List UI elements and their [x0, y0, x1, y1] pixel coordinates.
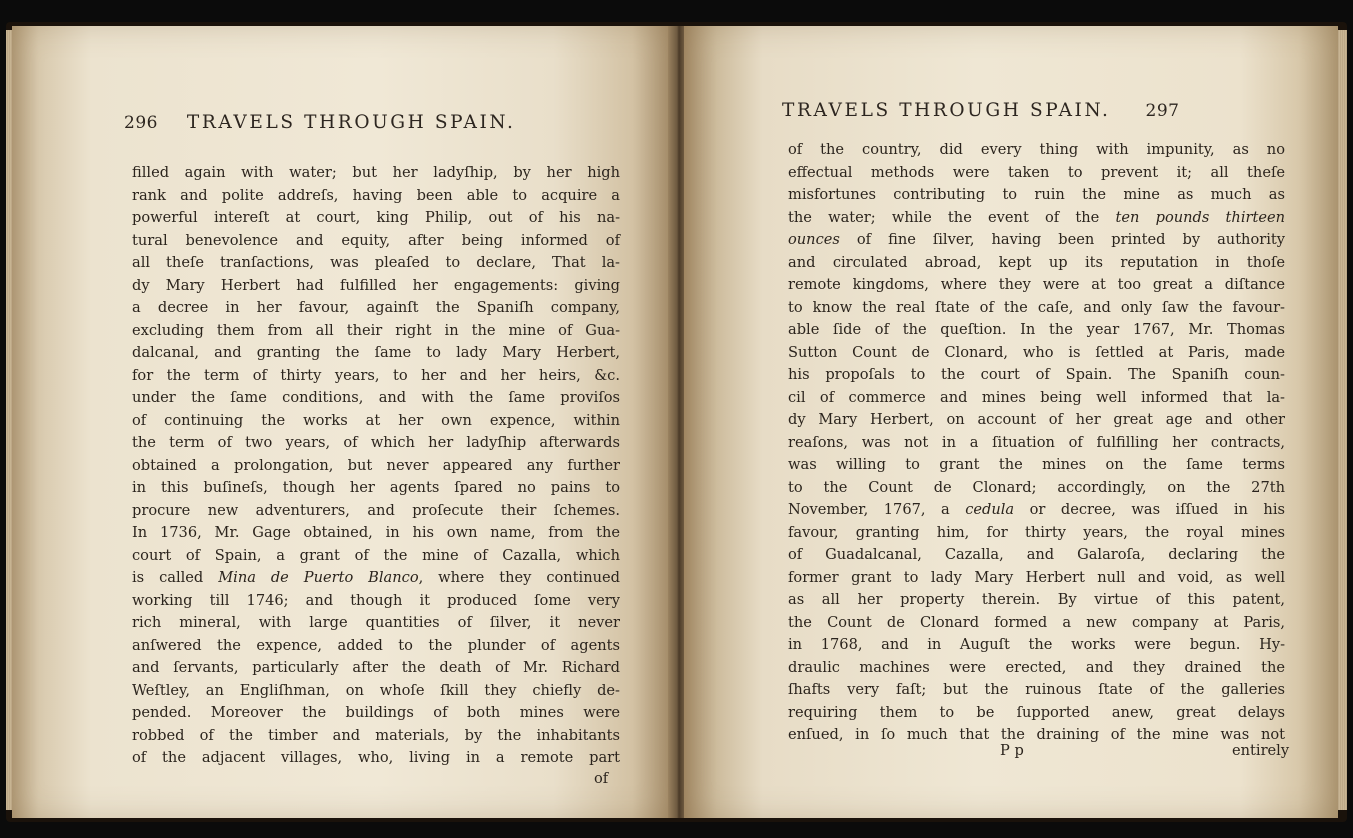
- text-line: in this buſineſs, though her agents ſpared no pains to: [132, 479, 620, 496]
- text-line: rank and polite addreſs, having been able to acquire a: [132, 186, 620, 204]
- text-line: the water; while the event of the ten pounds thirteen: [788, 208, 1285, 226]
- right-page-number: 297: [1145, 101, 1180, 121]
- text-line: of the adjacent villages, who, living in a remote part: [132, 749, 620, 766]
- left-catchword: of: [594, 770, 609, 787]
- text-line: of the country, did every thing with impunity, as no: [788, 141, 1285, 158]
- left-body-text: [132, 162, 620, 770]
- text-line: and ſervants, particularly after the death of Mr. Richard: [132, 659, 620, 676]
- text-line: pended. Moreover the buildings of both mines were: [132, 704, 620, 721]
- text-line: anſwered the expence, added to the plunder of agents: [132, 636, 620, 654]
- text-line: ounces of fine ſilver, having been printed by authority: [788, 231, 1285, 248]
- text-line: court of Spain, a grant of the mine of Cazalla, which: [132, 546, 620, 564]
- text-line: ſhafts very faſt; but the ruinous ſtate of the galleries: [788, 681, 1285, 698]
- text-line: dy Mary Herbert had fulfilled her engagements: giving: [132, 276, 620, 294]
- text-line: favour, granting him, for thirty years, the royal mines: [788, 523, 1285, 541]
- text-line: was willing to grant the mines on the ſame terms: [788, 456, 1285, 473]
- right-page: [684, 26, 1338, 818]
- text-line: as all her property therein. By virtue of this patent,: [788, 591, 1285, 608]
- text-line: dalcanal, and granting the ſame to lady Mary Herbert,: [132, 344, 620, 361]
- text-line: enſued, in ſo much that the draining of the mine was not: [788, 726, 1285, 743]
- left-running-head: [124, 112, 515, 133]
- left-page-number: 296: [124, 113, 158, 133]
- text-line: powerful intereſt at court, king Philip, out of his na-: [132, 209, 620, 226]
- text-line: able ſide of the queſtion. In the year 1767, Mr. Thomas: [788, 321, 1285, 338]
- text-line: filled again with water; but her ladyſhip, by her high: [132, 164, 620, 181]
- text-line: In 1736, Mr. Gage obtained, in his own name, from the: [132, 524, 620, 541]
- text-line: requiring them to be ſupported anew, great delays: [788, 703, 1285, 721]
- text-line: the Count de Clonard formed a new company at Paris,: [788, 613, 1285, 631]
- right-body-text: [788, 139, 1285, 747]
- text-line: tural benevolence and equity, after being informed of: [132, 231, 620, 249]
- text-line: reaſons, was not in a ſituation of fulfilling her contracts,: [788, 433, 1285, 451]
- text-line: rich mineral, with large quantities of ſilver, it never: [132, 614, 620, 631]
- text-line: to know the real ſtate of the caſe, and only ſaw the favour-: [788, 298, 1285, 316]
- text-line: effectual methods were taken to prevent it; all theſe: [788, 163, 1285, 181]
- signature-mark: P p: [1000, 742, 1024, 759]
- text-line: robbed of the timber and materials, by the inhabitants: [132, 726, 620, 744]
- text-line: dy Mary Herbert, on account of her great age and other: [788, 411, 1285, 428]
- text-line: procure new adventurers, and proſecute their ſchemes.: [132, 501, 620, 519]
- text-line: Sutton Count de Clonard, who is ſettled at Paris, made: [788, 343, 1285, 361]
- text-line: draulic machines were erected, and they drained the: [788, 658, 1285, 676]
- text-line: for the term of thirty years, to her and her heirs, &c.: [132, 366, 620, 384]
- right-catchword: entirely: [1232, 742, 1290, 759]
- left-head-title: TRAVELS THROUGH SPAIN.: [186, 112, 516, 133]
- text-line: to the Count de Clonard; accordingly, on the 27th: [788, 478, 1285, 496]
- text-line: working till 1746; and though it produced ſome very: [132, 591, 620, 609]
- text-line: former grant to lady Mary Herbert null and void, as well: [788, 568, 1285, 586]
- text-line: November, 1767, a cedula or decree, was iſſued in his: [788, 501, 1285, 518]
- text-line: under the ſame conditions, and with the ſame proviſos: [132, 389, 620, 406]
- right-head-title: TRAVELS THROUGH SPAIN.: [782, 100, 1111, 121]
- text-line: all theſe tranſactions, was pleaſed to declare, That la-: [132, 254, 620, 271]
- page-edges-right: [1337, 30, 1347, 810]
- text-line: the term of two years, of which her ladyſhip afterwards: [132, 434, 620, 451]
- text-line: a decree in her favour, againſt the Spaniſh company,: [132, 299, 620, 316]
- text-line: his propoſals to the court of Spain. The Spaniſh coun-: [788, 366, 1285, 383]
- text-line: and circulated abroad, kept up its reputation in thoſe: [788, 253, 1285, 271]
- text-line: of continuing the works at her own expence, within: [132, 411, 620, 429]
- text-line: of Guadalcanal, Cazalla, and Galaroſa, declaring the: [788, 546, 1285, 563]
- text-line: in 1768, and in Auguſt the works were begun. Hy-: [788, 636, 1285, 653]
- text-line: is called Mina de Puerto Blanco, where they continued: [132, 569, 620, 586]
- text-line: cil of commerce and mines being well informed that la-: [788, 388, 1285, 406]
- text-line: obtained a prolongation, but never appeared any further: [132, 456, 620, 474]
- left-page: [12, 26, 672, 818]
- text-line: misfortunes contributing to ruin the mine as much as: [788, 186, 1285, 203]
- text-line: remote kingdoms, where they were at too great a diſtance: [788, 276, 1285, 293]
- right-running-head: [782, 100, 1179, 121]
- text-line: Weſtley, an Engliſhman, on whoſe ſkill they chiefly de-: [132, 681, 620, 699]
- text-line: excluding them from all their right in the mine of Gua-: [132, 321, 620, 339]
